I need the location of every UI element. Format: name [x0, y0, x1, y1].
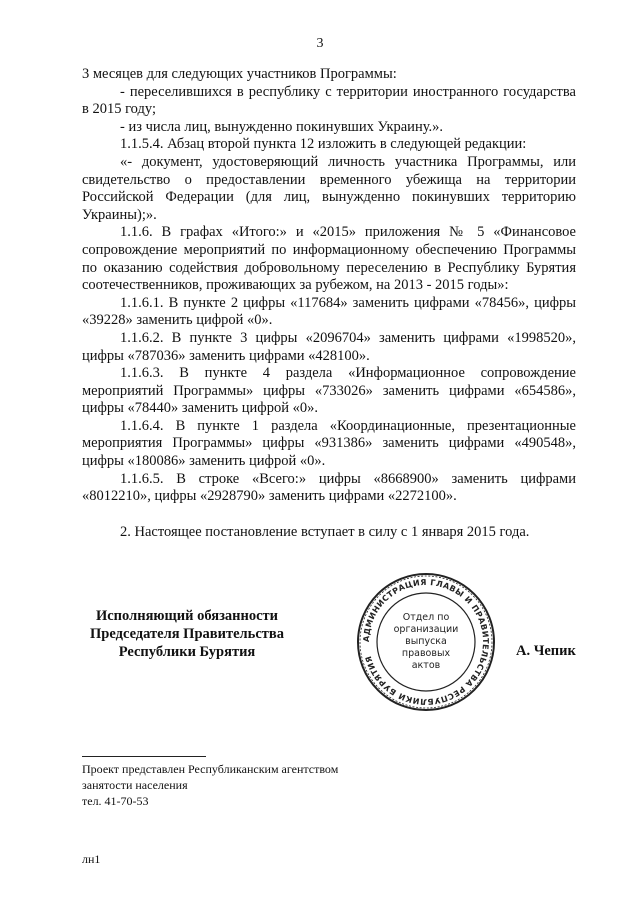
body-paragraph: 1.1.6.4. В пункте 1 раздела «Координационные, презентационные мероприятия Программы» цифры «931386» заменить цифрами «490548», цифры «180086» заменить цифрой «0».	[82, 417, 576, 470]
body-paragraph: «- документ, удостоверяющий личность участника Программы, или свидетельство о предоставлении временного убежища на территории Российской Федерации (для лиц, вынужденно покинувших территорию Украины);».	[82, 153, 576, 223]
stamp-line: организации	[393, 624, 459, 635]
document-body	[82, 66, 576, 541]
stamp-line: Отдел по	[402, 612, 450, 623]
body-paragraph: 1.1.5.4. Абзац второй пункта 12 изложить в следующей редакции:	[120, 136, 527, 153]
signatory-name: А. Чепик	[516, 643, 576, 659]
official-stamp	[356, 572, 496, 712]
stamp-ring-text: АДМИНИСТРАЦИЯ ГЛАВЫ И ПРАВИТЕЛЬСТВА РЕСПУБЛИКИ БУРЯТИЯ	[361, 577, 491, 707]
body-paragraph: - из числа лиц, вынужденно покинувших Украину.».	[120, 118, 444, 135]
footnote-line: Проект представлен Республиканским агентством	[82, 762, 339, 776]
signatory-title-line: Председателя Правительства	[90, 626, 284, 642]
body-paragraph: - переселившихся в республику с территории иностранного государства в 2015 году;	[82, 83, 576, 118]
stamp-line: актов	[411, 660, 441, 671]
body-paragraph: 1.1.6.3. В пункте 4 раздела «Информационное сопровождение мероприятий Программы» цифры «733026» заменить цифрами «654586», цифры «78440» заменить цифрой «0».	[82, 365, 576, 417]
stamp-line: выпуска	[405, 636, 447, 647]
body-paragraph: 3 месяцев для следующих участников Программы:	[82, 66, 397, 82]
footnote-line: занятости населения	[82, 778, 188, 792]
signatory-title-line: Республики Бурятия	[118, 644, 256, 660]
footnote-line: тел. 41-70-53	[82, 794, 149, 808]
footnote-divider	[82, 756, 206, 757]
resolution-paragraph: 2. Настоящее постановление вступает в силу с 1 января 2015 года.	[120, 523, 530, 540]
executor-initials: лн1	[82, 852, 101, 866]
stamp-line: правовых	[401, 648, 451, 659]
body-paragraph: 1.1.6.5. В строке «Всего:» цифры «8668900» заменить цифрами «8012210», цифры «2928790» заменить цифрами «2272100».	[82, 470, 576, 505]
signatory-title	[82, 607, 292, 661]
body-paragraph: 1.1.6.2. В пункте 3 цифры «2096704» заменить цифрами «1998520», цифры «787036» заменить цифрами «428100».	[82, 329, 576, 364]
signatory-title-line: Исполняющий обязанности	[95, 608, 279, 624]
page-number: 3	[316, 36, 324, 51]
body-paragraph: 1.1.6. В графах «Итого:» и «2015» приложения № 5 «Финансовое сопровождение мероприятий по информационному обеспечению Программы по оказанию содействия добровольному переселению в Республику Бурятия соотечественников, проживающих за рубежом, на 2013 - 2015 годы»:	[82, 224, 576, 294]
body-paragraph: 1.1.6.1. В пункте 2 цифры «117684» заменить цифрами «78456», цифры «39228» заменить цифрой «0».	[82, 294, 576, 329]
footnote	[82, 761, 338, 809]
